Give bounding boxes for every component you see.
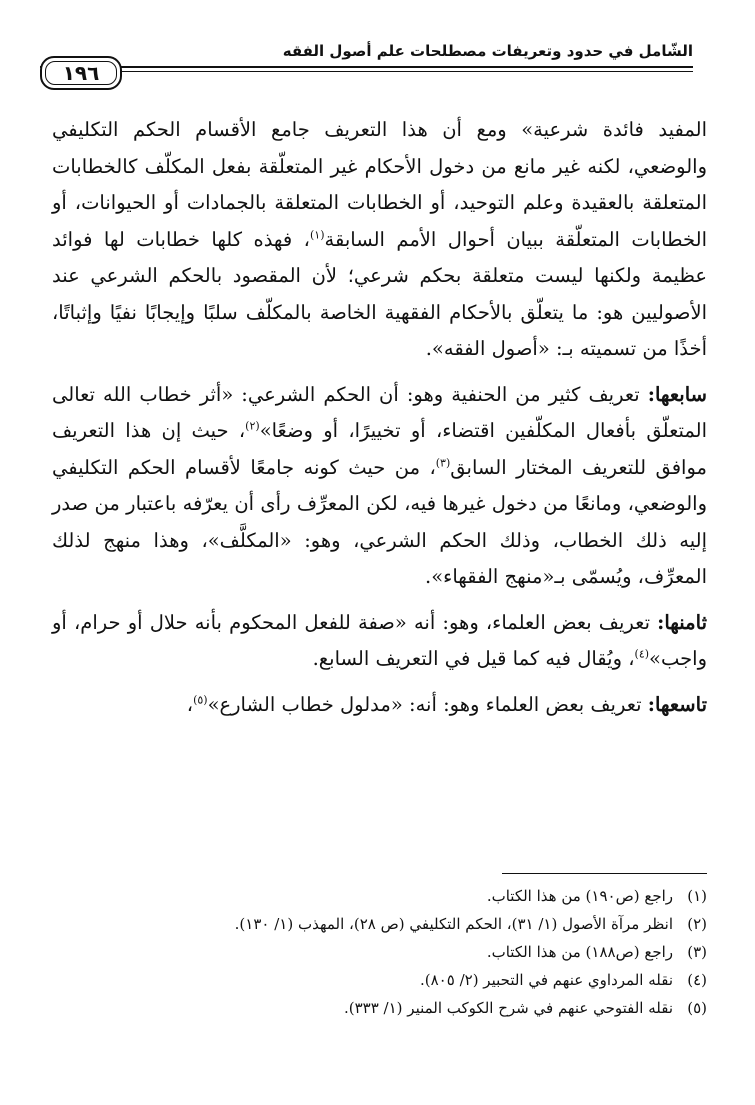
header-rule-thin [40, 71, 693, 72]
footnote [67, 910, 707, 938]
text-run: ، [186, 692, 194, 716]
paragraph-lead: سابعها: [647, 382, 707, 406]
text-run: ، فهذه كلها خطابات لها فوائد عظيمة ولكنها ليست متعلقة بحكم شرعي؛ لأن المقصود بالحكم الشرعي عند الأصوليين هو: ما يتعلّق بالأحكام الفقهية الخاصة بالمكلّف سلبًا وإيجابًا نفيًا وإثباتًا، أخذًا من تسميته بـ: «أصول الفقه». [52, 227, 707, 360]
footnote-ref[interactable]: (١) [309, 228, 325, 241]
footnote-ref[interactable]: (٥) [193, 693, 208, 706]
text-run: المفيد فائدة شرعية» ومع أن هذا التعريف جامع الأقسام الحكم التكليفي والوضعي، لكنه غير مانع من دخول الأحكام غير المتعلّقة بفعل المكلّف كالخطابات المتعلقة بالعقيدة وعلم التوحيد، أو الخطابات المتعلقة بالجمادات أو الحيوانات، أو الخطابات المتعلّقة ببيان أحوال الأمم السابقة [52, 118, 707, 251]
text-run: تعريف كثير من الحنفية وهو: أن الحكم الشرعي: «أثر خطاب الله تعالى المتعلّق بأفعال المكلّفين اقتضاء، أو تخييرًا، أو وضعًا» [52, 382, 707, 442]
footnote-number: (٢) [687, 915, 707, 933]
footnote-number: (٥) [687, 999, 707, 1017]
text-run: ، من حيث كونه جامعًا لأقسام الحكم التكليفي والوضعي، ومانعًا من دخول غيرها فيه، لكن المعرِّف رأى أن يعرّفه باعتبار من صدر إليه ذلك الخطاب، وذلك الحكم الشرعي، وهو: «المكلَّف»، وهذا منهج لذلك المعرِّف، ويُسمّى بـ«منهج الفقهاء». [52, 455, 707, 588]
footnote-text: نقله المرداوي عنهم في التحبير (٢/ ٨٠٥). [420, 971, 673, 989]
footnote-number: (١) [687, 887, 707, 905]
paragraph [52, 605, 707, 678]
footnote-ref[interactable]: (٤) [634, 647, 650, 661]
paragraph [52, 377, 707, 596]
paragraph [52, 687, 707, 724]
text-run: تعريف بعض العلماء وهو: أنه: «مدلول خطاب الشارع» [207, 692, 648, 716]
footnote-text: انظر مرآة الأصول (١/ ٣١)، الحكم التكليفي (ص ٢٨)، المهذب (١/ ١٣٠). [234, 915, 673, 933]
footnote [67, 938, 707, 966]
footnote-ref[interactable]: (٣) [435, 456, 451, 469]
footnote-text: راجع (ص١٨٨) من هذا الكتاب. [486, 943, 673, 961]
main-text [52, 112, 707, 732]
text-run: ، حيث إن هذا التعريف موافق للتعريف المختار السابق [52, 419, 707, 479]
footnote-text: نقله الفتوحي عنهم في شرح الكوكب المنير (١/ ٣٣٣). [343, 999, 673, 1017]
footnote [67, 882, 707, 910]
footnote-number: (٣) [687, 943, 707, 961]
paragraph-lead: ثامنها: [657, 610, 707, 634]
text-run: تعريف بعض العلماء، وهو: أنه «صفة للفعل المحكوم بأنه حلال أو حرام، أو واجب» [52, 610, 707, 670]
paragraph-lead: تاسعها: [647, 692, 707, 716]
page-number: ١٩٦ [40, 56, 122, 90]
footnote-separator [502, 873, 707, 874]
footnote-text: راجع (ص١٩٠) من هذا الكتاب. [486, 887, 673, 905]
footnote-number: (٤) [687, 971, 707, 989]
footnote-ref[interactable]: (٢) [245, 419, 260, 433]
header-title: الشّامل في حدود وتعريفات مصطلحات علم أصول الفقه [282, 42, 693, 60]
footnotes [67, 882, 707, 1022]
footnote [67, 966, 707, 994]
header-rule [40, 66, 693, 68]
running-header [40, 38, 693, 85]
footnote [67, 994, 707, 1022]
text-run: ، ويُقال فيه كما قيل في التعريف السابع. [312, 647, 635, 670]
paragraph [52, 112, 707, 368]
